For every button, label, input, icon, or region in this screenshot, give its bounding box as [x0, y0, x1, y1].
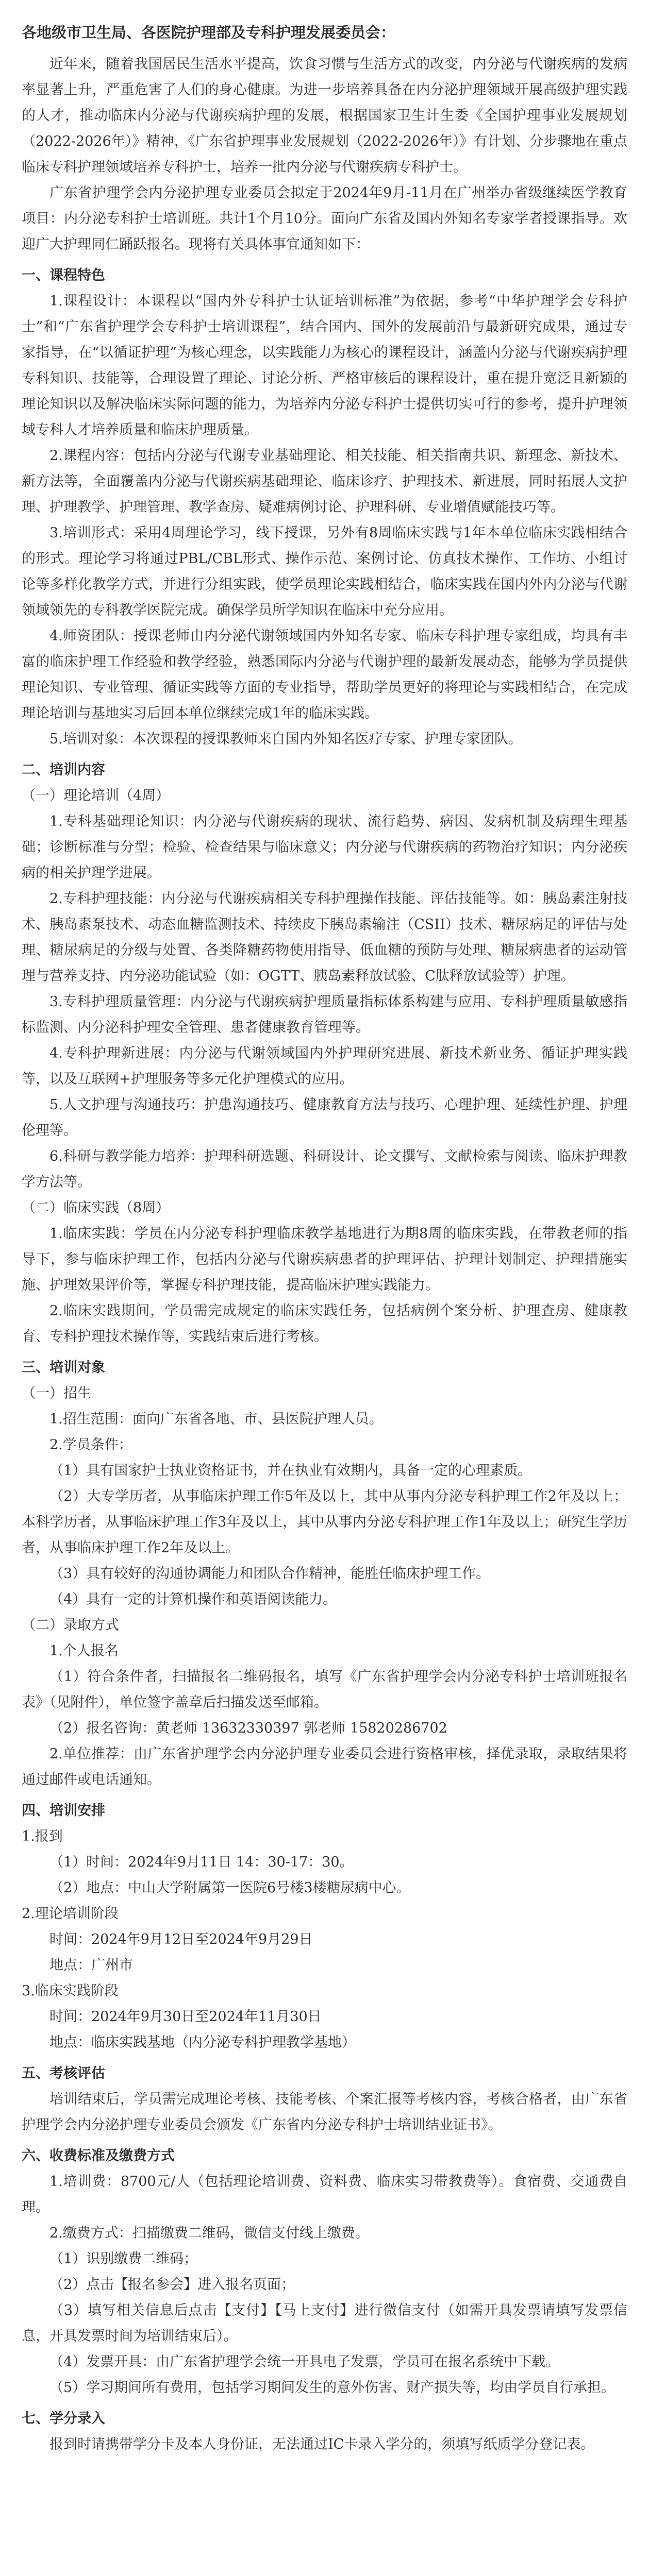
- section-heading: 七、学分录入: [22, 2411, 105, 2427]
- subsection-heading: （二）录取方式: [22, 1617, 119, 1633]
- section-paragraph: （4）具有一定的计算机操作和英语阅读能力。: [49, 1591, 337, 1607]
- section-paragraph: 地点：广州市: [49, 1957, 133, 1973]
- section-paragraph: （2）大专学历者，从事临床护理工作5年及以上，其中从事内分泌专科护理工作2年及以上；本科学历者，从事临床护理工作3年及以上，其中从事内分泌专科护理工作1年及以上；研究生学历者，从事临床护理工作2年及以上。: [22, 1488, 627, 1556]
- intro-paragraph: 近年来，随着我国居民生活水平提高，饮食习惯与生活方式的改变，内分泌与代谢疾病的发病率显著上升，严重危害了人们的身心健康。为进一步培养具备在内分泌护理领域开展高级护理实践的人才，推动临床内分泌与代谢疾病护理的发展，根据国家卫生计生委《全国护理事业发展规划（2022-2026年）》精神，《广东省护理事业发展规划（2022-2026年）》有计划、分步骤地在重点临床专科护理领域培养专科护士，培养一批内分泌与代谢疾病专科护士。: [22, 56, 627, 175]
- subsection-heading: 2.理论培训阶段: [22, 1906, 119, 1922]
- section-paragraph: 4.师资团队：授课老师由内分泌代谢领域国内外知名专家、临床专科护理专家组成，均具有丰富的临床护理工作经验和教学经验，熟悉国际内分泌与代谢护理的最新发展动态，能够为学员提供理论知识、专业管理、循证实践等方面的专业指导，帮助学员更好的将理论与实践相结合，在完成理论培训与基地实习后回本单位继续完成1年的临床实践。: [22, 628, 627, 721]
- section-paragraph: 2.专科护理技能：内分泌与代谢疾病相关专科护理操作技能、评估技能等。如：胰岛素注射技术、胰岛素泵技术、动态血糖监测技术、持续皮下胰岛素输注（CSII）技术、糖尿病足的评估与处理、糖尿病足的分级与处置、各类降糖药物使用指导、低血糖的预防与处理、糖尿病患者的运动管理与营养支持、内分泌功能试验（如：OGTT、胰岛素释放试验、C肽释放试验等）护理。: [22, 891, 627, 984]
- section-paragraph: 5.培训对象：本次课程的授课教师来自国内外知名医疗专家、护理专家团队。: [49, 731, 522, 747]
- section-paragraph: 1.招生范围：面向广东省各地、市、县医院护理人员。: [49, 1411, 383, 1427]
- section-paragraph: 1.临床实践：学员在内分泌专科护理临床教学基地进行为期8周的临床实践，在带教老师的指导下，参与临床护理工作，包括内分泌与代谢疾病患者的护理评估、护理计划制定、护理措施实施、护理效果评价等，掌握专科护理技能，提高临床护理实践能力。: [22, 1226, 627, 1293]
- subsection-heading: （二）临床实践（8周）: [22, 1200, 170, 1216]
- section-paragraph: （1）符合条件者，扫描报名二维码报名，填写《广东省护理学会内分泌专科护士培训班报名表》（见附件），单位签字盖章后扫描发送至邮箱。: [22, 1669, 627, 1710]
- section-paragraph: 2.临床实践期间，学员需完成规定的临床实践任务，包括病例个案分析、护理查房、健康教育、专科护理技术操作等，实践结束后进行考核。: [22, 1303, 627, 1345]
- section-heading: 六、收费标准及缴费方式: [22, 2148, 175, 2164]
- section-paragraph: 1.培训费：8700元/人（包括理论培训费、资料费、临床实习带教费等）。食宿费、交通费自理。: [22, 2174, 627, 2215]
- section-paragraph: 时间：2024年9月12日至2024年9月29日: [49, 1931, 313, 1947]
- section-heading: 五、考核评估: [22, 2065, 105, 2081]
- section-paragraph: （2）点击【报名参会】进入报名页面；: [49, 2277, 295, 2293]
- subsection-heading: 1.报到: [22, 1828, 63, 1844]
- section-paragraph: 3.专科护理质量管理：内分泌与代谢疾病护理质量指标体系构建与应用、专科护理质量敏感指标监测、内分泌科护理安全管理、患者健康教育管理等。: [22, 994, 627, 1036]
- subsection-heading: （一）理论培训（4周）: [22, 788, 170, 804]
- section-heading: 三、培训对象: [22, 1360, 105, 1376]
- intro-paragraph: 广东省护理学会内分泌护理专业委员会拟定于2024年9月-11月在广州举办省级继续医学教育项目：内分泌专科护士培训班。共计1个月10分。面向广东省及国内外知名专家学者授课指导。欢迎广大护理同仁踊跃报名。现将有关具体事宜通知如下：: [22, 185, 627, 252]
- subsection-heading: 3.临床实践阶段: [22, 1983, 119, 1999]
- section-paragraph: 2.学员条件：: [49, 1437, 132, 1453]
- section-paragraph: 4.专科护理新进展：内分泌与代谢领域国内外护理研究进展、新技术新业务、循证护理实践等，以及互联网+护理服务等多元化护理模式的应用。: [22, 1045, 627, 1087]
- section-paragraph: 1.个人报名: [49, 1643, 119, 1659]
- section-paragraph: （2）地点：中山大学附属第一医院6号楼3楼糖尿病中心。: [49, 1880, 410, 1896]
- section-paragraph: （1）时间：2024年9月11日 14：30-17：30。: [49, 1854, 354, 1870]
- sections-container: [22, 263, 627, 2458]
- intro-section: [22, 52, 627, 258]
- section-paragraph: 地点：临床实践基地（内分泌专科护理教学基地）: [49, 2035, 356, 2050]
- section-paragraph: （5）学习期间所有费用，包括学习期间发生的意外伤害、财产损失等，均由学员自行承担。: [49, 2380, 615, 2396]
- section-paragraph: （3）具有较好的沟通协调能力和团队合作精神，能胜任临床护理工作。: [49, 1566, 490, 1582]
- section-paragraph: 6.科研与教学能力培养：护理科研选题、科研设计、论文撰写、文献检索与阅读、临床护理教学方法等。: [22, 1148, 627, 1190]
- section-paragraph: （1）识别缴费二维码；: [49, 2251, 198, 2267]
- section-paragraph: 2.缴费方式：扫描缴费二维码，微信支付线上缴费。: [49, 2225, 369, 2241]
- section-heading: 四、培训安排: [22, 1803, 105, 1819]
- notice-body: [22, 20, 627, 2458]
- section-paragraph: 报到时请携带学分卡及本人身份证，无法通过IC卡录入学分的，须填写纸质学分登记表。: [49, 2436, 595, 2452]
- section-paragraph: 5.人文护理与沟通技巧：护患沟通技巧、健康教育方法与技巧、心理护理、延续性护理、护理伦理等。: [22, 1097, 627, 1139]
- section-paragraph: （3）填写相关信息后点击【支付】【马上支付】进行微信支付（如需开具发票请填写发票信息，开具发票时间为培训结束后）。: [22, 2302, 627, 2344]
- section-paragraph: 1.专科基础理论知识：内分泌与代谢疾病的现状、流行趋势、病因、发病机制及病理生理基础；诊断标准与分型；检验、检查结果与临床意义；内分泌与代谢疾病的药物治疗知识；内分泌疾病的相关护理学进展。: [22, 814, 627, 881]
- subsection-heading: （一）招生: [22, 1385, 91, 1401]
- section-paragraph: 时间：2024年9月30日至2024年11月30日: [49, 2009, 322, 2025]
- section-heading: 二、培训内容: [22, 762, 105, 778]
- section-paragraph: （2）报名咨询：黄老师 13632330397 郭老师 15820286702: [49, 1720, 447, 1736]
- section-heading: 一、课程特色: [22, 267, 105, 283]
- section-paragraph: 2.课程内容：包括内分泌与代谢专业基础理论、相关技能、相关指南共识、新理念、新技术、新方法等，全面覆盖内分泌与代谢疾病基础理论、临床诊疗、护理技术、新进展，同时拓展人文护理、护理教学、护理管理、教学查房、疑难病例讨论、护理科研、专业增值赋能技巧等。: [22, 448, 627, 515]
- section-paragraph: 3.培训形式：采用4周理论学习，线下授课，另外有8周临床实践与1年本单位临床实践相结合的形式。理论学习将通过PBL/CBL形式、操作示范、案例讨论、仿真技术操作、工作坊、小组讨论等多样化教学方式，并进行分组实践，使学员理论实践相结合，临床实践在国内外内分泌与代谢领域领先的专科教学医院完成。确保学员所学知识在临床中充分应用。: [22, 525, 627, 618]
- section-paragraph: （1）具有国家护士执业资格证书，并在执业有效期内，具备一定的心理素质。: [49, 1463, 532, 1479]
- salutation: 各地级市卫生局、各医院护理部及专科护理发展委员会：: [22, 24, 396, 41]
- section-paragraph: （4）发票开具：由广东省护理学会统一开具电子发票，学员可在报名系统中下载。: [49, 2354, 560, 2370]
- section-paragraph: 1.课程设计：本课程以“国内外专科护士认证培训标准”为依据，参考“中华护理学会专科护士”和“广东省护理学会专科护士培训课程”，结合国内、国外的发展前沿与最新研究成果，通过专家指导，在“以循证护理”为核心理念，以实践能力为核心的课程设计，涵盖内分泌与代谢疾病护理专科知识、技能等，合理设置了理论、讨论分析、严格审核后的课程设计，重在提升宽泛且新颖的理论知识以及解决临床实际问题的能力，为培养内分泌专科护士提供切实可行的参考，提升护理领域专科人才培养质量和临床护理质量。: [22, 293, 627, 438]
- section-paragraph: 培训结束后，学员需完成理论考核、技能考核、个案汇报等考核内容，考核合格者，由广东省护理学会内分泌护理专业委员会颁发《广东省内分泌专科护士培训结业证书》。: [22, 2091, 627, 2133]
- section-paragraph: 2.单位推荐：由广东省护理学会内分泌护理专业委员会进行资格审核，择优录取，录取结果将通过邮件或电话通知。: [22, 1746, 627, 1788]
